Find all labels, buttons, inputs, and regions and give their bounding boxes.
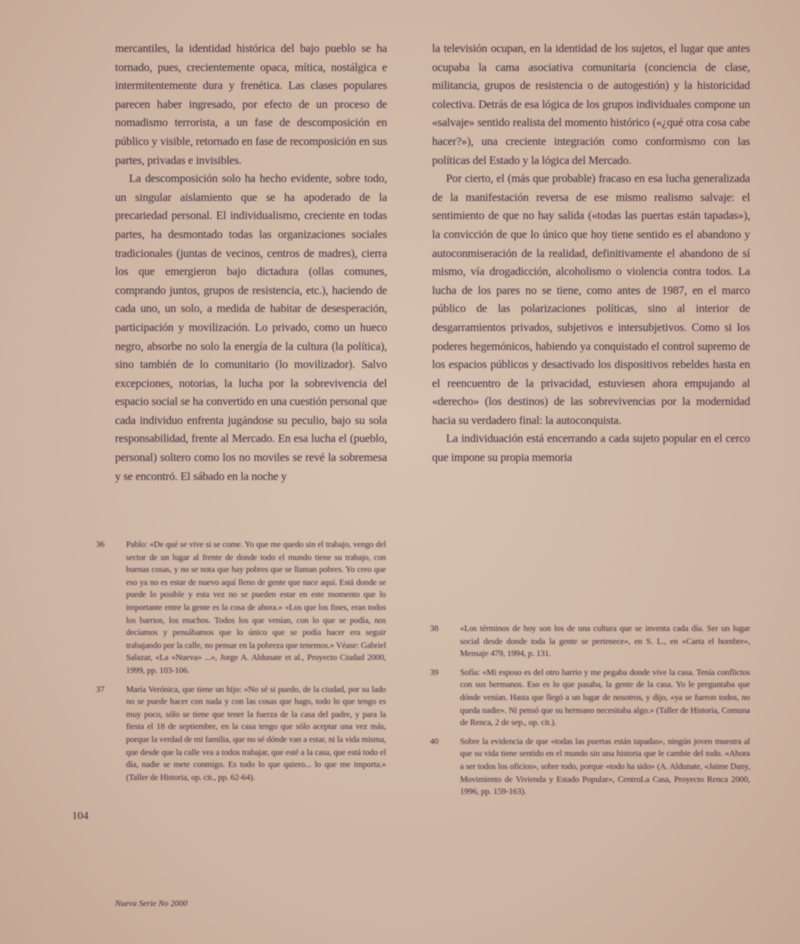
footnote-text: Sobre la evidencia de que «todas las puertas están tapadas», ningún joven muestra al que su vida tiene sentido en el mundo sin una historia que le cambie del todo. «Ahora a ser todos los oficios», sobre todo, porque «todo ha sido» (A. Aldunate, «Jaime Dany, Movimiento de Vivienda y Estado Popular», CentroLa Casa, Proyecto Renca 2000, 1996, pp. 159-163). bbox=[460, 735, 750, 797]
footnote-text: María Verónica, que tiene un hijo: «No sé si puedo, de la ciudad, por su lado no se puede hacer con nada y con las cosas que hago, todo lo que tengo es muy poco, sólo se tiene que tener la fuerza de la casa del padre, y para la fiesta el 18 de septiembre, en la casa tengo que sólo aceptar una vez más, porque la verdad de mi familia, que no sé dónde van a estar, ni la vida misma, que desde que la calle vea a todos trabajar, que esté a la casa, que está todo el día, nadie se mete conmigo. Es todo lo que quiero... lo que me importa.» (Taller de Historia, op. cit., pp. 62-64). bbox=[126, 683, 386, 782]
body-paragraph: la televisión ocupan, en la identidad de los sujetos, el lugar que antes ocupaba la cama asociativa comunitaria (conciencia de clase, militancia, grupos de resistencia o de autogestión) y la historicidad colectiva. Detrás de esa lógica de los grupos individuales compone un «salvaje» sentido realista del momento histórico («¿qué otra cosa cabe hacer?»), una creciente integración como conformismo con las políticas del Estado y la lógica del Mercado. bbox=[432, 42, 750, 167]
footnotes-left bbox=[96, 538, 386, 789]
footnote bbox=[96, 683, 386, 784]
footnote-number: 36 bbox=[96, 539, 105, 549]
footnote-number: 38 bbox=[430, 623, 439, 633]
footnote-text: Pablo: «De qué se vive si se come. Yo que me quedo sin el trabajo, vengo del sector de un lugar al frente de donde todo el mundo tiene su trabajo, con buenas cosas, y no se nota que hay pobres que se llaman pobres. Yo creo que eso ya no es estar de nuevo aquí lleno de gente que nace aquí. Está donde se puede lo posible y esta vez no se pueden estar en este momento que lo importante entre la gente es la cosa de ahora.» «Los que los fines, eran todos los barrios, los muchos. Todos los que venían, con lo que se podía, nos decíamos y pensábamos que lo único que se podía hacer era seguir trabajando por la calle, no pensar en la pobreza que tenemos.» Véase: Gabriel Salazar, «La «Nueva» ...», Jorge A. Aldunate et al., Proyecto Ciudad 2000, 1999, pp. 103-106. bbox=[126, 539, 386, 675]
footnote-number: 37 bbox=[96, 683, 105, 694]
footnote bbox=[96, 538, 386, 677]
footnotes-right bbox=[430, 622, 750, 804]
body-paragraph: mercantiles, la identidad histórica del bajo pueblo se ha tornado, pues, crecientemente opaca, mítica, nostálgica e intermitentemente dura y frenética. Las clases populares parecen haber ingresado, por efecto de un proceso de nomadismo terrorista, a un fase de descomposición en público y visible, retornado en fase de recomposición en sus partes, privadas e invisibles. bbox=[115, 42, 387, 167]
footnote-text: Sofía: «Mi esposo es del otro barrio y me pegaba donde vive la casa. Tenía conflictos con sus hermanos. Eso es lo que pasaba, la gente de la casa. Yo le preguntaba que dónde venían. Hasta que llegó a un lugar de nosotros, y dijo, «ya se fueron todos, no queda nadie». Ni pensó que su hermano necesitaba algo.» (Taller de Historia, Comuna de Renca, 2 de sep., op. cit.). bbox=[460, 666, 750, 728]
footnote bbox=[430, 735, 750, 798]
footer-journal-issue: Nueva Serie No 2000 bbox=[115, 898, 188, 908]
page-number: 104 bbox=[72, 810, 89, 822]
footnote-text: «Los términos de hoy son los de una cultura que se inventa cada día. Ser un lugar social desde donde toda la gente se pertenece», en S. L., en «Carta el hombre», Mensaje 479, 1994, p. 131. bbox=[460, 623, 750, 659]
footnote bbox=[430, 666, 750, 729]
right-text-column bbox=[432, 40, 750, 468]
left-text-column bbox=[115, 40, 387, 486]
footnote-number: 39 bbox=[430, 666, 439, 677]
body-paragraph: La descomposición solo ha hecho evidente, sobre todo, un singular aislamiento que se ha apoderado de la precariedad personal. El individualismo, creciente en todas partes, ha desmontado todas las organizaciones sociales tradicionales (juntas de vecinos, centros de madres), cierra los que emergieron bajo dictadura (ollas comunes, comprando juntos, grupos de resistencia, etc.), haciendo de cada uno, un solo, a medida de habitar de desesperación, participación y movilización. Lo privado, como un hueco negro, absorbe no solo la energía de la cultura (la política), sino también de lo comunitario (lo movilizador). Salvo excepciones, notorias, la lucha por la sobrevivencia del espacio social se ha convertido en una cuestión personal que cada individuo enfrenta jugándose su peculio, bajo su sola responsabilidad, frente al Mercado. En esa lucha el (pueblo, personal) soltero como los no moviles se revé la sobremesa y se encontró. El sábado en la noche y bbox=[115, 172, 387, 483]
footnote-number: 40 bbox=[430, 735, 439, 746]
footnote bbox=[430, 622, 750, 660]
body-paragraph: Por cierto, el (más que probable) fracaso en esa lucha generalizada de la manifestación reversa de ese mismo realismo salvaje: el sentimiento de que no hay salida («todas las puertas están tapadas»), la convicción de que lo único que hoy tiene sentido es el abandono y autoconmiseración de la realidad, definitivamente el abandono de sí mismo, vía drogadicción, alcoholismo o violencia contra todos. La lucha de los pares no se tiene, como antes de 1987, en el marco público de las polarizaciones políticas, sino al interior de desgarramientos privados, subjetivos e intersubjetivos. Como si los poderes hegemónicos, habiendo ya conquistado el control supremo de los espacios públicos y desactivado los dispositivos rebeldes hasta en el reencuentro de la privacidad, estuviesen ahora empujando al «derecho» (los destinos) de las sobrevivencias por la modernidad hacia su verdadero final: la autoconquista. bbox=[432, 172, 750, 427]
body-paragraph: La individuación está encerrando a cada sujeto popular en el cerco que impone su propia memoria bbox=[432, 432, 750, 465]
